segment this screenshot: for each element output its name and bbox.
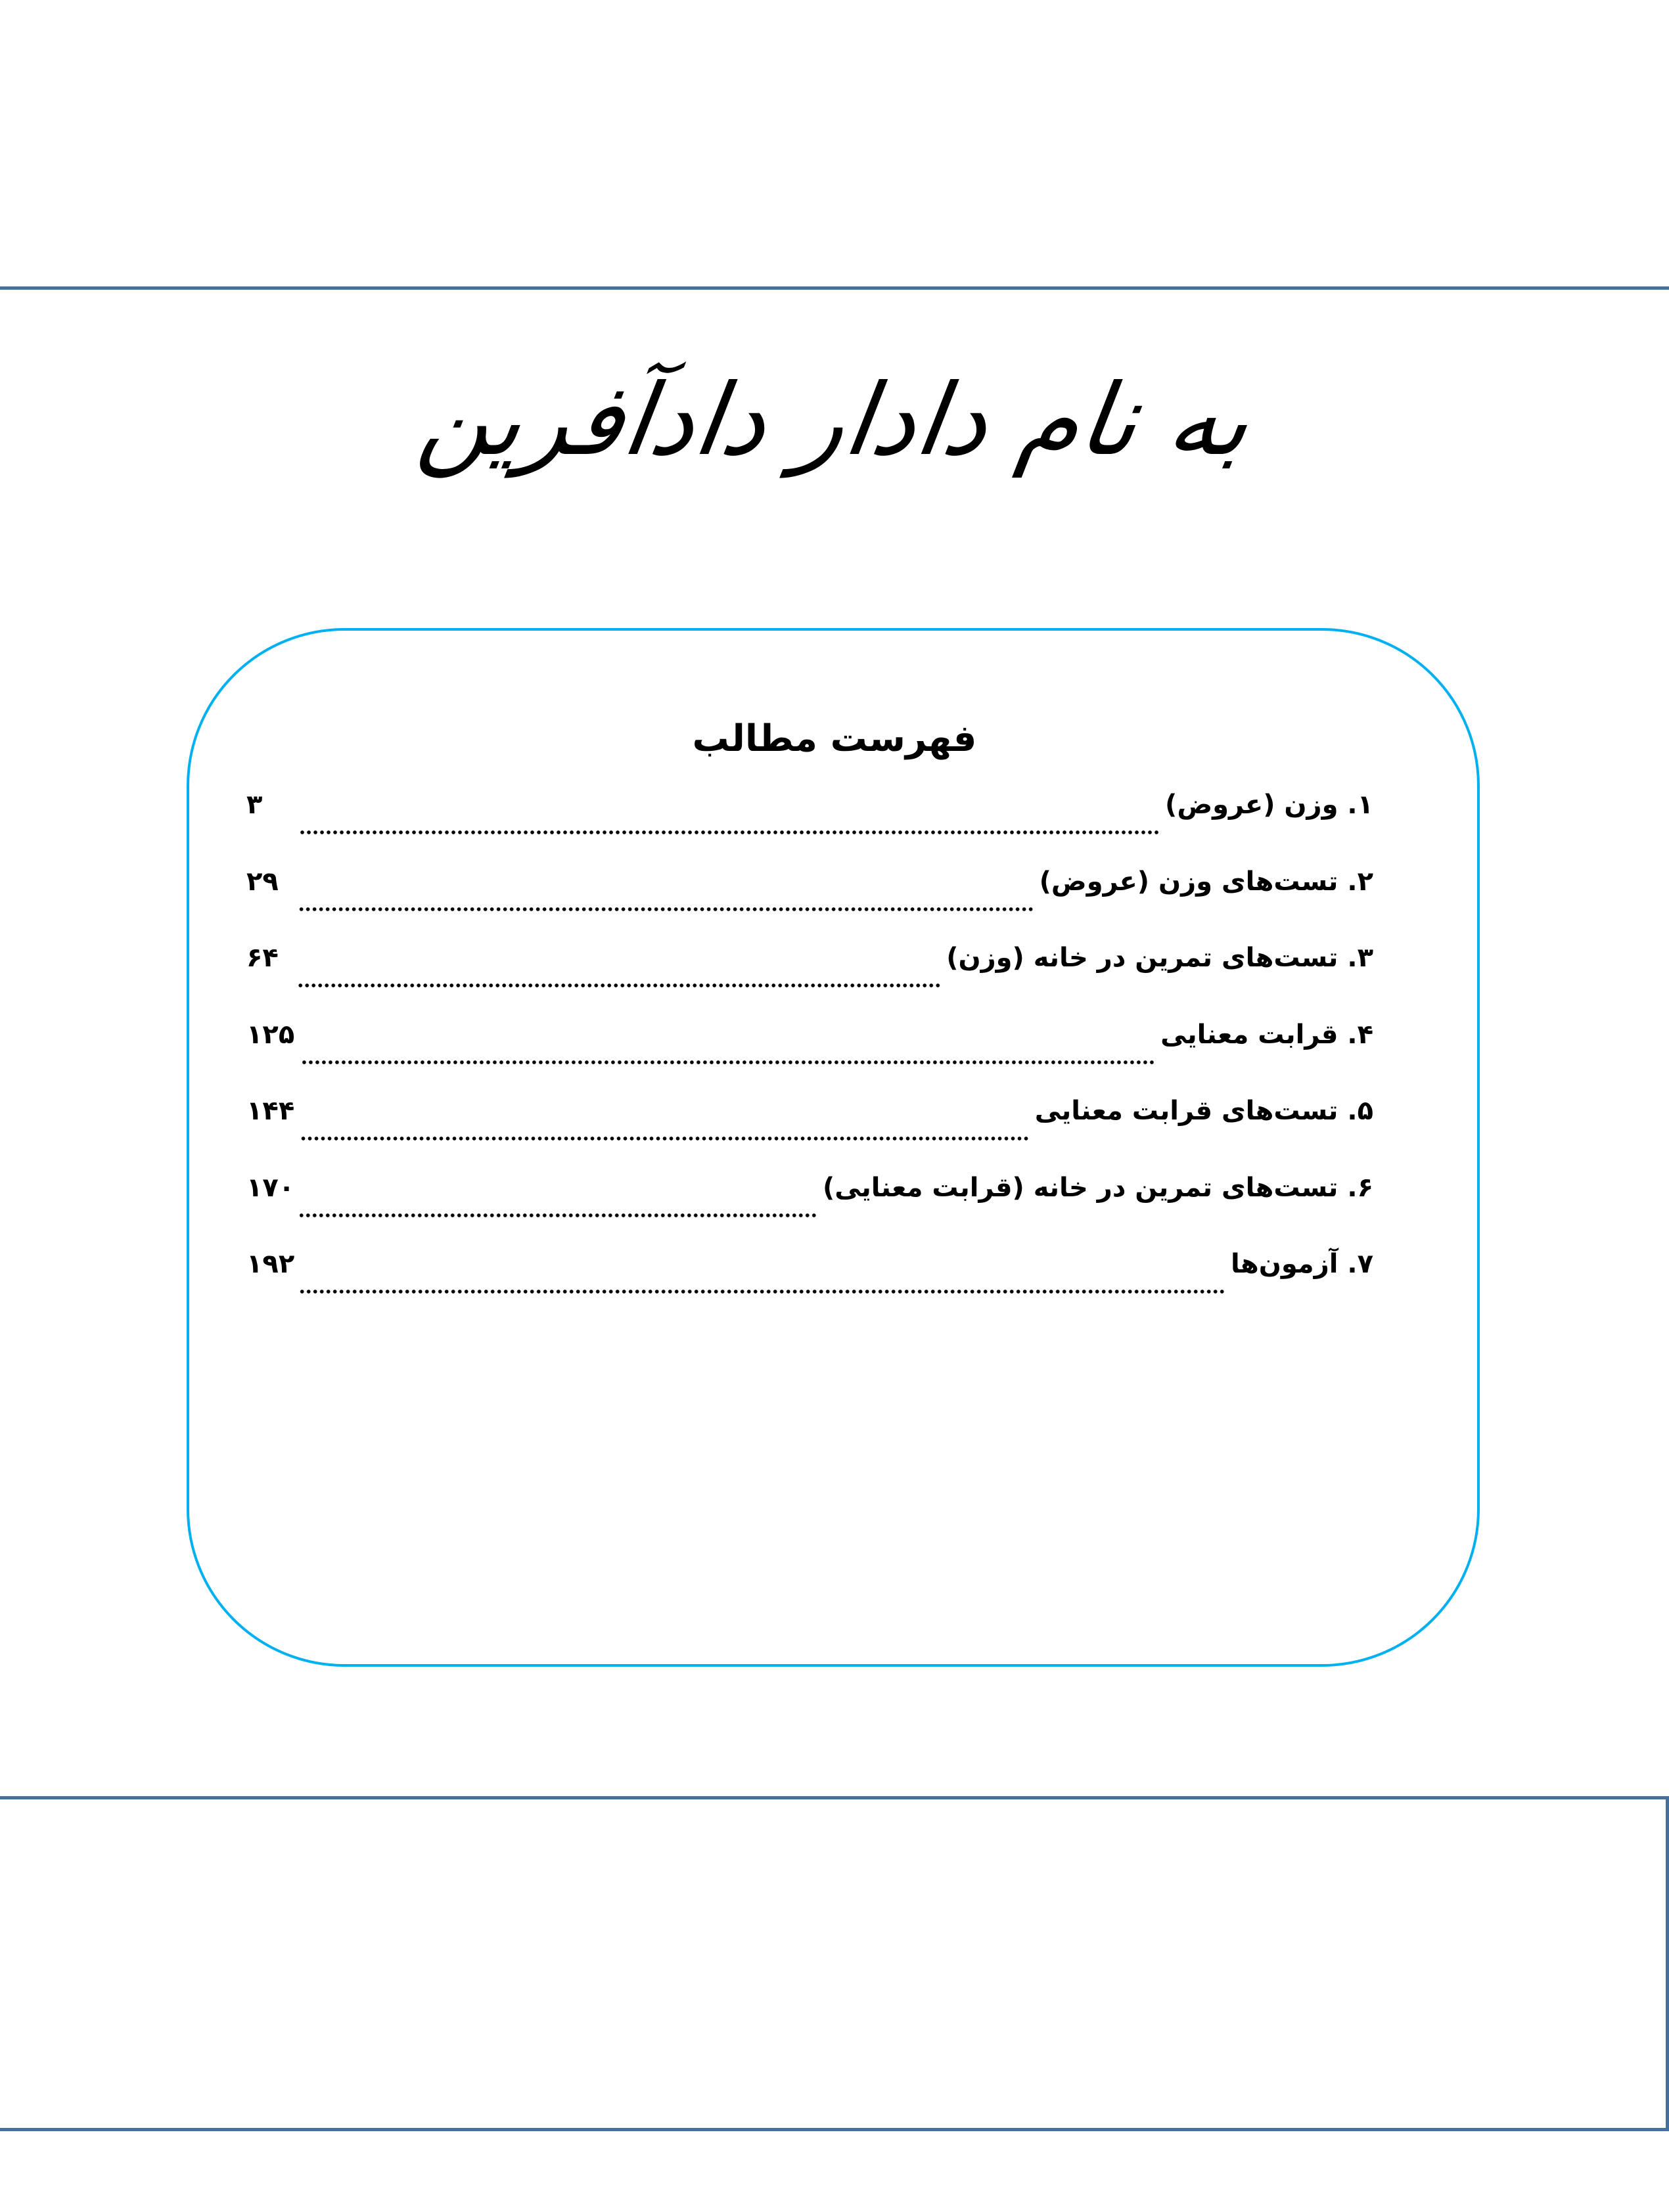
dot-leader: [298, 983, 941, 987]
dot-leader: [298, 830, 1160, 834]
header-rule: [0, 286, 1669, 290]
toc-entry-page: ۱۷۰: [246, 1172, 295, 1203]
invocation-title: به نام دادار دادآفرین: [411, 363, 1258, 478]
dot-leader: [300, 1290, 1225, 1294]
toc-entry-label: ۷. آزمون‌ها: [1230, 1249, 1373, 1279]
toc-entry-page: ۲۹: [246, 866, 279, 897]
dot-leader: [298, 907, 1034, 911]
toc-entry-label: ۲. تست‌های وزن (عروض): [1039, 866, 1373, 897]
toc-entry-3[interactable]: [246, 938, 1373, 1015]
toc-entry-4[interactable]: [246, 1015, 1373, 1092]
toc-entry-label: ۴. قرابت معنایی: [1160, 1019, 1373, 1050]
toc-entry-5[interactable]: [246, 1091, 1373, 1168]
toc-entry-label: ۱. وزن (عروض): [1165, 790, 1373, 820]
toc-entry-2[interactable]: [246, 862, 1373, 939]
toc-entry-6[interactable]: [246, 1168, 1373, 1245]
dot-leader: [300, 1137, 1030, 1140]
toc-entry-page: ۱۲۵: [246, 1019, 295, 1050]
toc-entry-label: ۶. تست‌های تمرین در خانه (قرابت معنایی): [823, 1172, 1373, 1203]
toc-entry-1[interactable]: [246, 785, 1373, 862]
dot-leader: [300, 1060, 1155, 1064]
toc-entry-7[interactable]: [246, 1244, 1373, 1321]
toc-heading: فهرست مطالب: [692, 717, 977, 760]
toc-entry-label: ۳. تست‌های تمرین در خانه (وزن): [946, 943, 1373, 973]
toc-entry-page: ۱۴۴: [246, 1096, 295, 1126]
toc-list: [246, 785, 1373, 1321]
toc-entry-label: ۵. تست‌های قرابت معنایی: [1034, 1096, 1373, 1126]
footer-frame: [0, 1796, 1669, 2131]
toc-entry-page: ۱۹۲: [246, 1249, 295, 1279]
dot-leader: [300, 1213, 817, 1217]
toc-entry-page: ۳: [246, 790, 263, 820]
toc-entry-page: ۶۴: [246, 943, 279, 973]
